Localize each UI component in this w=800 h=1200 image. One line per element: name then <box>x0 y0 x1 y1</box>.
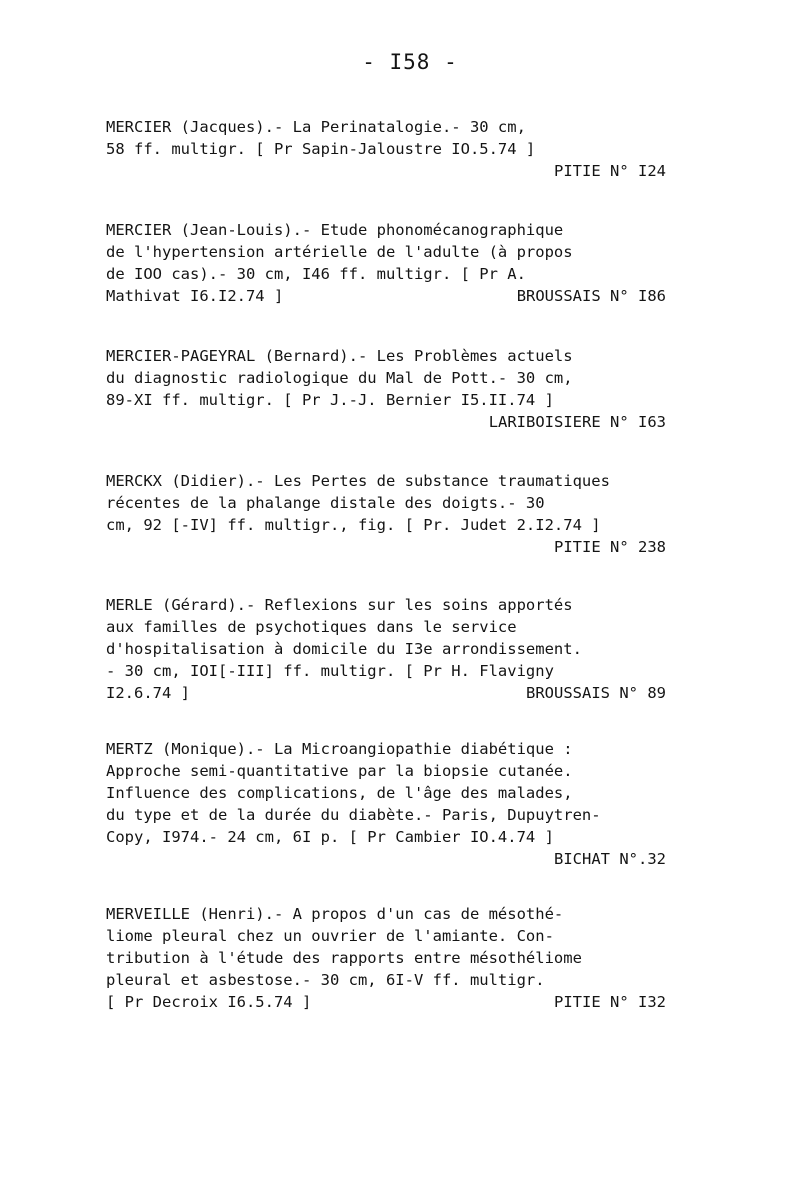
page-number: - I58 - <box>362 50 458 74</box>
entry-text-line: de IOO cas).- 30 cm, I46 ff. multigr. [ Pr A. <box>106 265 526 283</box>
entry-text-line: Copy, I974.- 24 cm, 6I p. [ Pr Cambier IO.4.74 ] <box>106 828 554 846</box>
entry-text-line: du type et de la durée du diabète.- Paris, Dupuytren- <box>106 806 601 824</box>
entry-text-line: récentes de la phalange distale des doigts.- 30 <box>106 494 545 512</box>
entry-text-line: Approche semi-quantitative par la biopsie cutanée. <box>106 762 573 780</box>
entry-text-line: MERTZ (Monique).- La Microangiopathie diabétique : <box>106 740 573 758</box>
entry-text-line: Influence des complications, de l'âge des malades, <box>106 784 573 802</box>
entry-text-line: pleural et asbestose.- 30 cm, 6I-V ff. multigr. <box>106 971 545 989</box>
entry-location: BICHAT N°.32 <box>554 850 666 868</box>
bibliography-entry <box>106 345 666 433</box>
entry-location: PITIE N° I32 <box>554 993 666 1011</box>
entry-text-line: MERLE (Gérard).- Reflexions sur les soins apportés <box>106 596 573 614</box>
entry-location: BROUSSAIS N° 89 <box>526 684 666 702</box>
bibliography-entry <box>106 219 666 307</box>
entry-location: PITIE N° I24 <box>554 162 666 180</box>
entry-text-line: MERCKX (Didier).- Les Pertes de substance traumatiques <box>106 472 610 490</box>
bibliography-entry <box>106 738 666 870</box>
entry-last-line <box>106 682 666 704</box>
entry-text-line: cm, 92 [-IV] ff. multigr., fig. [ Pr. Judet 2.I2.74 ] <box>106 516 601 534</box>
entry-location: BROUSSAIS N° I86 <box>516 287 666 305</box>
bibliography-entry <box>106 903 666 1013</box>
entry-text-line: I2.6.74 ] <box>106 684 190 702</box>
entry-text-line: [ Pr Decroix I6.5.74 ] <box>106 993 312 1011</box>
entry-text-line: de l'hypertension artérielle de l'adulte (à propos <box>106 243 573 261</box>
entry-text-line: 58 ff. multigr. [ Pr Sapin-Jaloustre IO.5.74 ] <box>106 140 536 158</box>
entry-text-line: MERVEILLE (Henri).- A propos d'un cas de mésothé- <box>106 905 564 923</box>
entry-text-line: d'hospitalisation à domicile du I3e arrondissement. <box>106 640 582 658</box>
entry-text-line: MERCIER (Jean-Louis).- Etude phonomécanographique <box>106 221 564 239</box>
entry-last-line <box>106 285 666 307</box>
entry-text-line: du diagnostic radiologique du Mal de Pott.- 30 cm, <box>106 369 573 387</box>
entry-text-line: aux familles de psychotiques dans le service <box>106 618 517 636</box>
entry-text-line: 89-XI ff. multigr. [ Pr J.-J. Bernier I5.II.74 ] <box>106 391 554 409</box>
entry-text-line: MERCIER-PAGEYRAL (Bernard).- Les Problèmes actuels <box>106 347 573 365</box>
bibliography-entry <box>106 116 666 182</box>
entry-last-line <box>106 991 666 1013</box>
entry-location: LARIBOISIERE N° I63 <box>488 413 666 431</box>
bibliography-entry <box>106 470 666 558</box>
entry-text-line: - 30 cm, IOI[-III] ff. multigr. [ Pr H. Flavigny <box>106 662 554 680</box>
bibliography-entry <box>106 594 666 704</box>
entry-text-line: liome pleural chez un ouvrier de l'amiante. Con- <box>106 927 554 945</box>
entry-text-line: Mathivat I6.I2.74 ] <box>106 287 284 305</box>
entry-text-line: tribution à l'étude des rapports entre mésothéliome <box>106 949 582 967</box>
entry-location: PITIE N° 238 <box>554 538 666 556</box>
entry-text-line: MERCIER (Jacques).- La Perinatalogie.- 30 cm, <box>106 118 526 136</box>
